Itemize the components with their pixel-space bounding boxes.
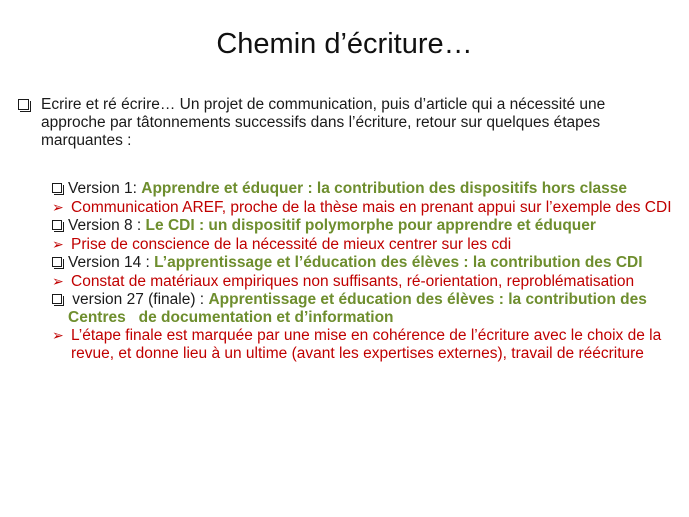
version-label: version 27 (finale) : xyxy=(68,291,209,308)
version-note xyxy=(52,236,677,254)
version-item xyxy=(52,291,677,326)
version-item xyxy=(52,217,677,235)
version-title: Apprendre et éduquer : la contribution des dispositifs hors classe xyxy=(141,180,628,197)
arrow-bullet-icon: ➢ xyxy=(52,235,64,252)
note-text: Constat de matériaux empiriques non suffisants, ré-orientation, reproblématisation xyxy=(71,272,635,290)
arrow-bullet-icon: ➢ xyxy=(52,272,64,289)
version-title: L’apprentissage et l’éducation des élèves : la contribution des CDI xyxy=(154,254,643,271)
version-title: Apprentissage et éducation des élèves : la contribution des Centres de documentation et d’information xyxy=(68,291,652,326)
note-text: L’étape finale est marquée par une mise en cohérence de l’écriture avec le choix de la revue, et donne lieu à un ultime (avant les expertises externes), travail de réécriture xyxy=(71,327,662,362)
arrow-bullet-icon: ➢ xyxy=(52,327,64,343)
square-bullet-icon xyxy=(52,183,62,193)
version-label: Version 8 : xyxy=(68,217,146,234)
slide-title: Chemin d’écriture… xyxy=(216,28,473,60)
version-list xyxy=(52,180,677,363)
square-bullet-icon xyxy=(52,220,62,230)
version-label: Version 1: xyxy=(68,180,142,197)
version-note xyxy=(52,199,677,217)
version-label: Version 14 : xyxy=(68,254,155,271)
intro-text: Ecrire et ré écrire… Un projet de communication, puis d’article qui a nécessité une approche par tâtonnements successifs dans l’écriture, retour sur quelques étapes marquantes : xyxy=(41,96,606,149)
square-bullet-icon xyxy=(52,294,62,304)
version-note xyxy=(52,327,677,362)
note-text: Communication AREF, proche de la thèse mais en prenant appui sur l’exemple des CDI xyxy=(71,198,672,216)
version-item xyxy=(52,254,677,272)
version-note xyxy=(52,273,677,291)
note-text: Prise de conscience de la nécessité de mieux centrer sur les cdi xyxy=(71,235,512,253)
square-bullet-icon xyxy=(18,99,29,110)
version-title: Le CDI : un dispositif polymorphe pour apprendre et éduquer xyxy=(145,217,596,234)
arrow-bullet-icon: ➢ xyxy=(52,198,64,215)
square-bullet-icon xyxy=(52,257,62,267)
version-item xyxy=(52,180,677,198)
intro-bullet xyxy=(18,96,668,150)
